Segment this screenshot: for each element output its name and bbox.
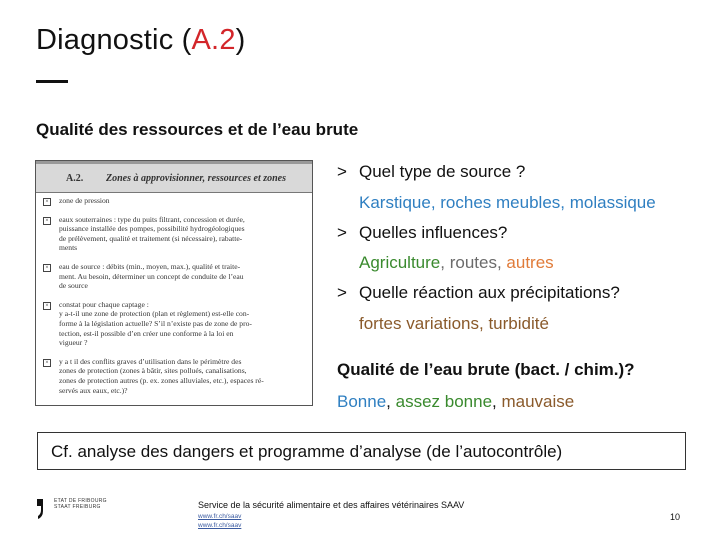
excerpt-header-code: A.2. [66, 173, 84, 184]
title-suffix: ) [235, 24, 246, 56]
callout-text: Cf. analyse des dangers et programme d’analyse (de l’autocontrôle) [51, 442, 563, 461]
checkbox-icon: × [43, 217, 51, 225]
checkbox-icon: × [43, 264, 51, 272]
quality-good: Bonne [337, 392, 387, 411]
answer-autres: autres [506, 253, 554, 272]
chevron-right-icon: > [337, 283, 347, 302]
page-number: 10 [670, 512, 681, 522]
chevron-right-icon: > [337, 162, 347, 181]
water-quality-answers [337, 392, 574, 412]
checklist-line: vigueur ? [59, 338, 88, 348]
quality-separator: , [386, 392, 396, 411]
logo-line: ETAT DE FRIBOURG [54, 498, 107, 504]
checklist-line: y a t il des conflits graves d’utilisation dans le périmètre des [59, 356, 242, 366]
answer-precipitation: fortes variations, turbidité [359, 314, 549, 333]
slide-title [36, 24, 246, 57]
excerpt-header [36, 164, 312, 193]
question-label: Quelle réaction aux précipitations? [359, 283, 620, 302]
checklist-line: constat pour chaque captage : [59, 299, 149, 309]
document-excerpt [35, 160, 313, 406]
excerpt-header-text: Zones à approvisionner, ressources et zones [106, 173, 287, 184]
chevron-right-icon: > [337, 223, 347, 242]
title-rule [36, 80, 68, 83]
checklist-line: tection, est-il possible d’en créer une conforme à la loi en [59, 328, 234, 338]
answer-agriculture: Agriculture [359, 253, 441, 272]
question-source-type [337, 162, 525, 182]
checklist-line: ment. Au besoin, déterminer un concept de conduite de l’eau [59, 271, 244, 281]
logo-line: STAAT FREIBURG [54, 504, 101, 510]
checklist-line: forme à la législation actuelle? S’il n’existe pas de zone de pro- [59, 318, 252, 328]
footer-link[interactable]: www.fr.ch/saav [198, 513, 242, 520]
footer-service-name: Service de la sécurité alimentaire et des affaires vétérinaires SAAV [198, 500, 465, 510]
quality-separator: , [492, 392, 502, 411]
quality-fair: assez bonne [395, 392, 493, 411]
answer-influences [359, 253, 554, 273]
callout-box [37, 432, 686, 470]
water-quality-question: Qualité de l’eau brute (bact. / chim.)? [337, 360, 635, 379]
checklist-line: ments [59, 243, 78, 253]
footer-link[interactable]: www.fr.ch/saav [198, 522, 242, 529]
checklist-line: zones de protection (zones à bâtir, sites pollués, canalisations, [59, 366, 247, 376]
checklist-line: eau de source : débits (min., moyen, max.), qualité et traite- [59, 262, 241, 271]
checklist-line: y a-t-il une zone de protection (plan et règlement) est-elle con- [59, 309, 250, 319]
question-precipitation [337, 283, 620, 303]
question-label: Quel type de source ? [359, 162, 526, 181]
checklist-line: zone de pression [59, 196, 110, 205]
answer-separator: , [440, 253, 450, 272]
quality-bad: mauvaise [501, 392, 575, 411]
checklist-line: eaux souterraines : type du puits filtrant, concession et durée, [59, 214, 245, 224]
question-influences [337, 223, 507, 243]
checklist-line: de source [59, 281, 88, 291]
logo-text [54, 498, 107, 510]
title-prefix: Diagnostic ( [36, 24, 192, 56]
checkbox-icon: × [43, 302, 51, 310]
checkbox-icon: × [43, 359, 51, 367]
checklist-line: de prélèvement, qualité et traitement (si nécessaire), rabatte- [59, 233, 243, 243]
question-label: Quelles influences? [359, 223, 508, 242]
title-code: A.2 [191, 24, 236, 56]
answer-source-type: Karstique, roches meubles, molassique [359, 193, 656, 212]
slide-subtitle: Qualité des ressources et de l’eau brute [36, 120, 359, 139]
answer-routes: routes [449, 253, 497, 272]
checklist-line: zones de protection autres (p. ex. zones alluviales, etc.), espaces ré- [59, 375, 264, 385]
checklist-line: puissance installée des pompes, possibilité hydrogéologiques [59, 224, 245, 234]
checklist-line: servés aux eaux, etc.)? [59, 385, 128, 395]
checkbox-icon: × [43, 198, 51, 206]
fribourg-logo-icon [36, 498, 46, 520]
answer-separator: , [496, 253, 507, 272]
